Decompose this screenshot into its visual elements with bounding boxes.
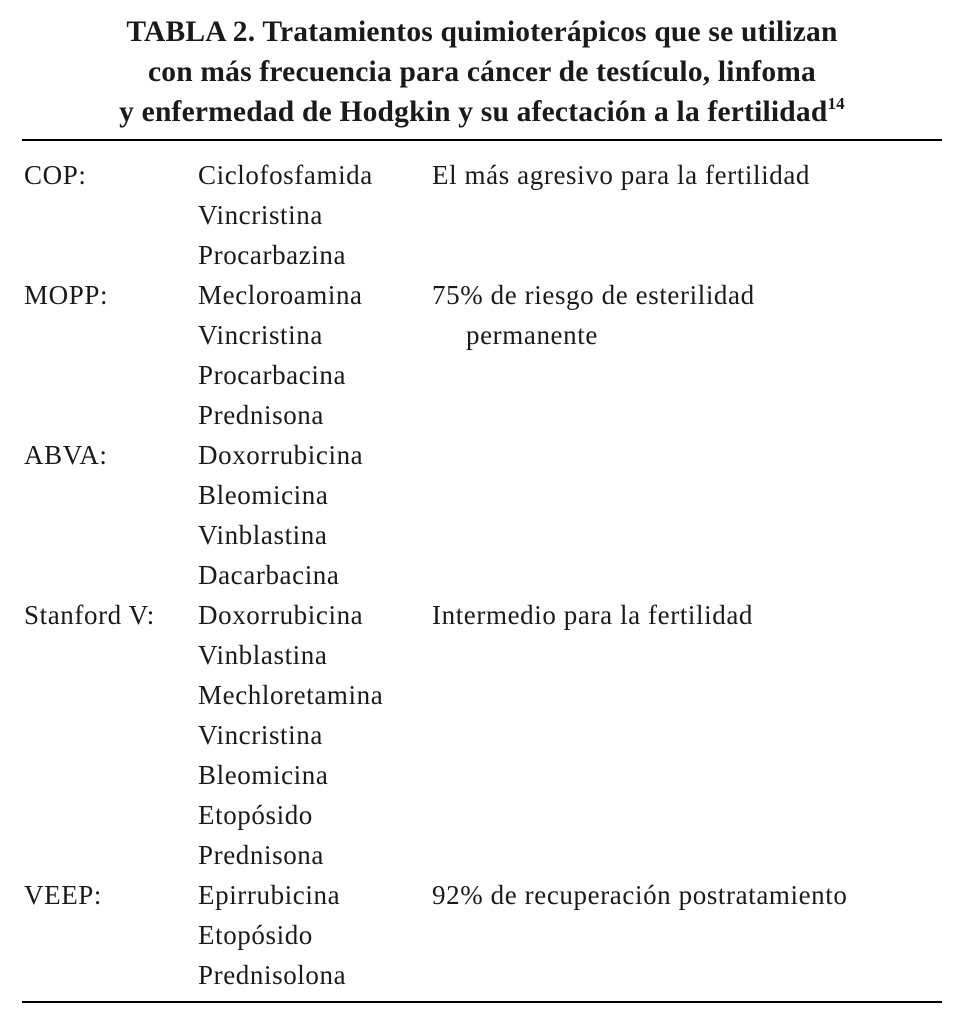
drug-item: Epirrubicina — [198, 880, 341, 910]
drug-item: Etopósido — [198, 920, 313, 950]
drug-item: Etopósido — [198, 800, 313, 830]
table-row — [24, 595, 944, 875]
drug-list — [198, 595, 432, 875]
regimen-name: Stanford V: — [24, 600, 155, 630]
table-row — [24, 275, 944, 435]
drug-item: Dacarbacina — [198, 560, 340, 590]
regimen-name: ABVA: — [24, 440, 108, 470]
effect-text: Intermedio para la fertilidad — [432, 600, 754, 630]
treatment-table — [24, 155, 944, 995]
regimen-name: VEEP: — [24, 880, 103, 910]
fertility-effect — [432, 875, 944, 995]
drug-list — [198, 875, 432, 995]
effect-text: 92% de recuperación postratamiento — [432, 880, 848, 910]
drug-list — [198, 275, 432, 435]
drug-item: Vinblastina — [198, 520, 328, 550]
drug-item: Bleomicina — [198, 480, 329, 510]
drug-item: Procarbazina — [198, 240, 347, 270]
drug-item: Doxorrubicina — [198, 440, 364, 470]
title-line-1: TABLA 2. Tratamientos quimioterápicos que se utilizan — [126, 16, 838, 48]
fertility-effect — [432, 435, 944, 595]
drug-item: Bleomicina — [198, 760, 329, 790]
table-row — [24, 155, 944, 275]
bottom-rule — [22, 1001, 942, 1003]
drug-item: Vinblastina — [198, 640, 328, 670]
drug-item: Vincristina — [198, 200, 323, 230]
table-title — [22, 12, 942, 136]
drug-item: Ciclofosfamida — [198, 160, 373, 190]
fertility-effect — [432, 595, 944, 875]
regimen-name: COP: — [24, 160, 87, 190]
regimen-name: MOPP: — [24, 280, 109, 310]
drug-item: Mechloretamina — [198, 680, 384, 710]
drug-item: Prednisolona — [198, 960, 347, 990]
fertility-effect — [432, 155, 944, 275]
drug-item: Vincristina — [198, 720, 323, 750]
drug-list — [198, 435, 432, 595]
drug-list — [198, 155, 432, 275]
drug-item: Doxorrubicina — [198, 600, 364, 630]
effect-text: 75% de riesgo de esterilidad — [432, 280, 755, 310]
drug-item: Vincristina — [198, 320, 323, 350]
drug-item: Prednisona — [198, 400, 324, 430]
title-line-2: con más frecuencia para cáncer de testículo, linfoma — [147, 56, 817, 88]
fertility-effect — [432, 275, 944, 435]
effect-text: El más agresivo para la fertilidad — [432, 160, 811, 190]
drug-item: Mecloroamina — [198, 280, 363, 310]
drug-item: Procarbacina — [198, 360, 347, 390]
title-line-3 — [22, 92, 942, 136]
table-row — [24, 435, 944, 595]
drug-item: Prednisona — [198, 840, 324, 870]
title-reference: 14 — [827, 94, 845, 113]
effect-text-continued: permanente — [466, 320, 598, 350]
table-row — [24, 875, 944, 995]
top-rule — [22, 139, 942, 141]
title-line-3-text: y enfermedad de Hodgkin y su afectación a la fertilidad — [119, 96, 828, 128]
